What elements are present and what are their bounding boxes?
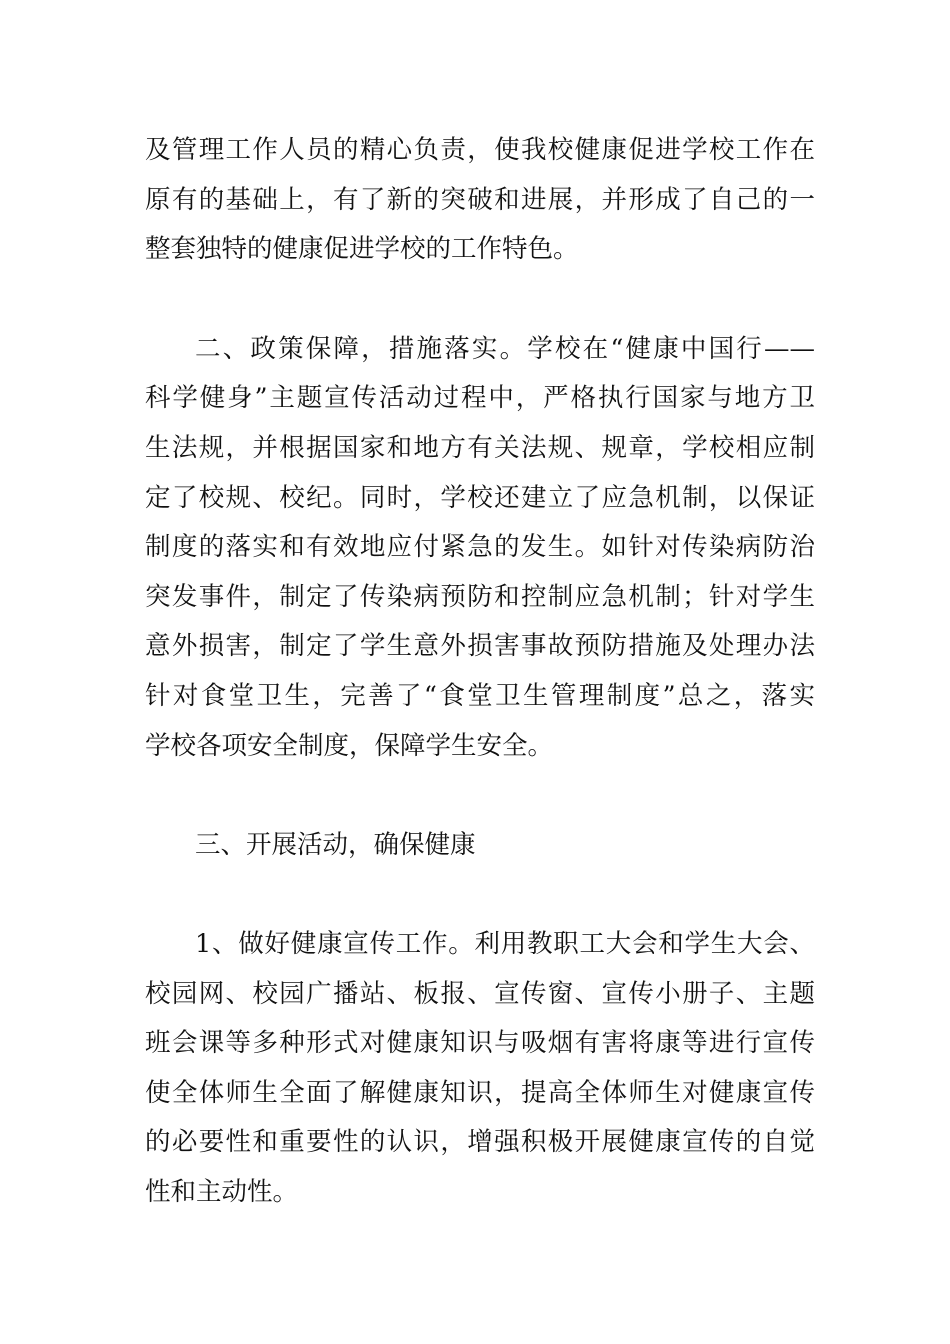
paragraph-1-line-3: 整套独特的健康促进学校的工作特色。 [145, 234, 579, 264]
paragraph-1-line-2: 原有的基础上，有了新的突破和进展，并形成了自己的一 [145, 185, 815, 215]
paragraph-2-line-7: 意外损害，制定了学生意外损害事故预防措施及处理办法 [145, 631, 815, 661]
section-heading-3: 三、开展活动，确保健康 [195, 830, 476, 860]
paragraph-4-line-1: 1、做好健康宣传工作。利用教职工大会和学生大会、 [195, 929, 815, 959]
paragraph-1-line-1: 及管理工作人员的精心负责，使我校健康促进学校工作在 [145, 135, 815, 165]
paragraph-2-line-4: 定了校规、校纪。同时，学校还建立了应急机制，以保证 [145, 483, 815, 513]
paragraph-2-line-9: 学校各项安全制度，保障学生安全。 [145, 731, 554, 761]
paragraph-4-line-4: 使全体师生全面了解健康知识，提高全体师生对健康宣传 [145, 1078, 815, 1108]
paragraph-2-line-8: 针对食堂卫生，完善了“食堂卫生管理制度”总之，落实 [145, 681, 815, 711]
paragraph-2-line-2: 科学健身”主题宣传活动过程中，严格执行国家与地方卫 [145, 383, 815, 413]
paragraph-2-line-6: 突发事件，制定了传染病预防和控制应急机制；针对学生 [145, 582, 815, 612]
paragraph-4-line-5: 的必要性和重要性的认识，增强积极开展健康宣传的自觉 [145, 1127, 815, 1157]
paragraph-2-line-5: 制度的落实和有效地应付紧急的发生。如针对传染病防治 [145, 532, 815, 562]
paragraph-4-line-3: 班会课等多种形式对健康知识与吸烟有害将康等进行宣传 [145, 1028, 815, 1058]
paragraph-2-line-1: 二、政策保障，措施落实。学校在“健康中国行—— [195, 334, 815, 364]
paragraph-4-line-6: 性和主动性。 [145, 1177, 299, 1207]
paragraph-2-line-3: 生法规，并根据国家和地方有关法规、规章，学校相应制 [145, 433, 815, 463]
paragraph-4-line-2: 校园网、校园广播站、板报、宣传窗、宣传小册子、主题 [145, 979, 815, 1009]
